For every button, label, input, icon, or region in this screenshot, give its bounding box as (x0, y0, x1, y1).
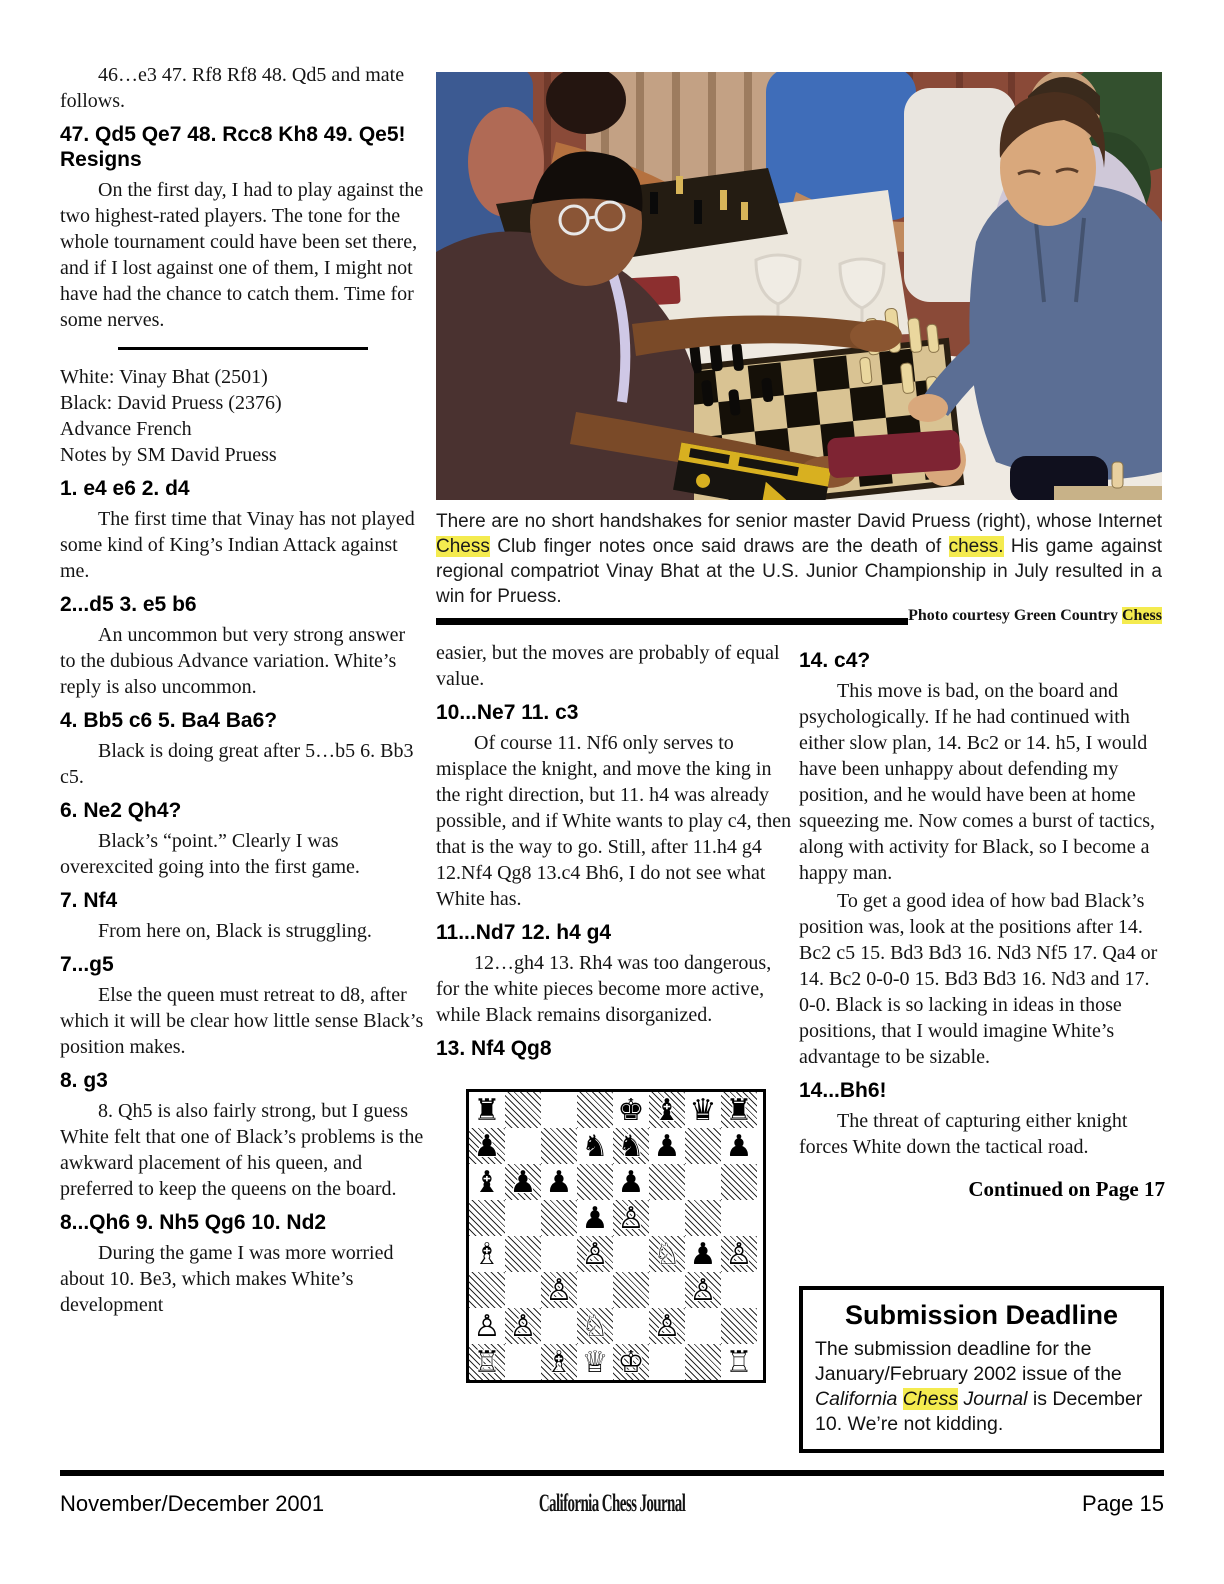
paragraph: To get a good idea of how bad Black’s position was, look at the positions after 14. Bc2 c5 15. Bd3 Bd3 16. Nd3 Nf5 17. Qa4 or 14. Bc2 0-0-0 15. Bd3 Bd3 16. Nd3 and 17. 0-0. Black is so lacking in ideas in those positions, that I would imagine White’s advantage to be sizable. (799, 890, 1158, 1068)
move-heading: 6. Ne2 Qh4? (60, 799, 182, 822)
paragraph: Else the queen must retreat to d8, after which it will be clear how little sense Black’s position makes. (60, 984, 424, 1058)
paragraph: Black’s “point.” Clearly I was overexcited going into the first game. (60, 830, 360, 878)
text-segment: Journal (958, 1388, 1028, 1410)
board-square (469, 1092, 505, 1128)
board-square (649, 1164, 685, 1200)
board-square (685, 1164, 721, 1200)
white-queen: ♕ (581, 1345, 609, 1380)
board-row (469, 1236, 763, 1272)
board-square (469, 1236, 505, 1272)
board-square (649, 1236, 685, 1272)
board-square (649, 1308, 685, 1344)
board-square (577, 1236, 613, 1272)
white-bishop: ♗ (473, 1237, 501, 1272)
move-heading: 47. Qd5 Qe7 48. Rcc8 Kh8 49. Qe5! Resigns (60, 123, 406, 171)
paragraph: Notes by SM David Pruess (60, 444, 277, 466)
board-square (469, 1164, 505, 1200)
board-square (505, 1308, 541, 1344)
move-heading: 4. Bb5 c6 5. Ba4 Ba6? (60, 709, 278, 732)
black-bishop: ♝ (473, 1165, 501, 1200)
board-square (469, 1308, 505, 1344)
continued-on-page-label: Continued on Page 17 (968, 1177, 1165, 1201)
paragraph: An uncommon but very strong answer to the dubious Advance variation. White’s reply is also uncommon. (60, 624, 406, 698)
white-pawn: ♙ (725, 1237, 753, 1272)
left-column (60, 62, 424, 1320)
board-square (613, 1272, 649, 1308)
paragraph: The first time that Vinay has not played some kind of King’s Indian Attack against me. (60, 508, 415, 582)
white-pawn: ♙ (473, 1309, 501, 1344)
paragraph: 46…e3 47. Rf8 Rf8 48. Qd5 and mate follows. (60, 64, 405, 112)
text-segment: California (815, 1388, 903, 1410)
black-rook: ♜ (725, 1093, 753, 1128)
board-square (505, 1344, 541, 1380)
text-segment: is December 10. We’re not kidding. (815, 1388, 1143, 1435)
black-pawn: ♟ (473, 1129, 501, 1164)
highlighted-text: Chess (1121, 607, 1162, 624)
board-square (721, 1344, 757, 1380)
footer-journal-title-text: California Chess Journal (538, 1490, 686, 1517)
board-square (721, 1092, 757, 1128)
black-bishop: ♝ (653, 1093, 681, 1128)
right-column (799, 640, 1165, 1202)
move-heading: 8...Qh6 9. Nh5 Qg6 10. Nd2 (60, 1211, 327, 1234)
paragraph: 12…gh4 13. Rh4 was too dangerous, for the white pieces become more active, while Black remains disorganized. (436, 952, 772, 1026)
white-pawn: ♙ (509, 1309, 537, 1344)
board-square (505, 1236, 541, 1272)
board-square (541, 1236, 577, 1272)
board-row (469, 1308, 763, 1344)
board-square (541, 1092, 577, 1128)
board-square (649, 1128, 685, 1164)
board-square (577, 1092, 613, 1128)
paragraph: On the first day, I had to play against the two highest-rated players. The tone for the whole tournament could have been set there, and if I lost against one of them, I might not have had the chance to catch them. Time for some nerves. (60, 179, 424, 331)
board-square (541, 1164, 577, 1200)
board-square (649, 1092, 685, 1128)
board-square (721, 1200, 757, 1236)
board-square (685, 1308, 721, 1344)
board-square (469, 1200, 505, 1236)
paragraph: Advance French (60, 418, 192, 440)
photo-credit (908, 607, 1162, 625)
move-heading: 13. Nf4 Qg8 (436, 1037, 552, 1060)
text-segment: The submission deadline for the January/February 2002 issue of the (815, 1338, 1122, 1385)
board-square (685, 1236, 721, 1272)
board-square (505, 1164, 541, 1200)
move-heading: 11...Nd7 12. h4 g4 (436, 921, 612, 944)
section-divider-rule (118, 347, 368, 350)
move-heading: 7...g5 (60, 953, 114, 976)
black-knight: ♞ (581, 1129, 609, 1164)
board-row (469, 1128, 763, 1164)
photo-block (436, 72, 1162, 625)
board-square (721, 1272, 757, 1308)
white-pawn: ♙ (581, 1237, 609, 1272)
move-heading: 7. Nf4 (60, 889, 118, 912)
black-pawn: ♟ (725, 1129, 753, 1164)
text-segment: Club finger notes once said draws are the death of (489, 536, 949, 557)
board-square (613, 1128, 649, 1164)
board-square (613, 1200, 649, 1236)
board-square (613, 1092, 649, 1128)
board-square (505, 1128, 541, 1164)
board-square (541, 1272, 577, 1308)
paragraph: easier, but the moves are probably of equal value. (436, 642, 780, 690)
board-square (541, 1344, 577, 1380)
board-square (577, 1128, 613, 1164)
board-square (505, 1200, 541, 1236)
text-segment: There are no short handshakes for senior master David Pruess (right), whose Internet (436, 511, 1162, 532)
paragraph: From here on, Black is struggling. (98, 920, 372, 942)
footer-journal-title (385, 1490, 840, 1518)
board-square (649, 1344, 685, 1380)
paragraph: Black: David Pruess (2376) (60, 392, 282, 414)
move-heading: 14...Bh6! (799, 1079, 887, 1102)
board-square (721, 1128, 757, 1164)
board-row (469, 1272, 763, 1308)
board-square (613, 1308, 649, 1344)
board-square (577, 1200, 613, 1236)
highlighted-text: Chess (902, 1388, 959, 1410)
black-pawn: ♟ (545, 1165, 573, 1200)
white-pawn: ♙ (617, 1201, 645, 1236)
board-square (469, 1272, 505, 1308)
board-square (577, 1344, 613, 1380)
white-rook: ♖ (473, 1345, 501, 1380)
board-row (469, 1164, 763, 1200)
paragraph: This move is bad, on the board and psychologically. If he had continued with either slow plan, 14. Bc2 or 14. h5, I would have been unhappy about defending my position, and he would have been at home squeezing me. Now comes a burst of tactics, along with activity for Black, so I become a happy man. (799, 680, 1156, 884)
footer-issue-date: November/December 2001 (60, 1491, 325, 1516)
white-bishop: ♗ (545, 1345, 573, 1380)
page-footer (60, 1470, 1164, 1518)
paragraph: White: Vinay Bhat (2501) (60, 366, 268, 388)
middle-column-text (436, 640, 796, 1061)
photo-caption (436, 509, 1162, 609)
move-heading: 2...d5 3. e5 b6 (60, 593, 197, 616)
submission-deadline-body (815, 1337, 1148, 1437)
board-square (613, 1236, 649, 1272)
board-square (649, 1200, 685, 1236)
black-rook: ♜ (473, 1093, 501, 1128)
white-knight: ♘ (653, 1237, 681, 1272)
middle-column (436, 640, 796, 1383)
board-square (505, 1092, 541, 1128)
move-heading: 14. c4? (799, 649, 871, 672)
board-square (649, 1272, 685, 1308)
board-square (685, 1128, 721, 1164)
white-pawn: ♙ (545, 1273, 573, 1308)
board-square (577, 1308, 613, 1344)
board-square (685, 1200, 721, 1236)
white-pawn: ♙ (689, 1273, 717, 1308)
move-heading: 8. g3 (60, 1069, 108, 1092)
board-square (469, 1128, 505, 1164)
black-queen: ♛ (689, 1093, 717, 1128)
black-pawn: ♟ (617, 1165, 645, 1200)
black-pawn: ♟ (689, 1237, 717, 1272)
board-square (577, 1272, 613, 1308)
black-knight: ♞ (617, 1129, 645, 1164)
paragraph: Black is doing great after 5…b5 6. Bb3 c5. (60, 740, 414, 788)
board-square (505, 1272, 541, 1308)
board-square (721, 1308, 757, 1344)
board-row (469, 1344, 763, 1380)
paragraph: Of course 11. Nf6 only serves to misplace the knight, and move the king in the right direction, but 11. h4 was already possible, and if White wants to play c4, then that is the way to go. Still, after 11.h4 g4 12.Nf4 Qg8 13.c4 Bh6, I do not see what White has. (436, 732, 792, 910)
paragraph: 8. Qh5 is also fairly strong, but I guess White felt that one of Black’s problems is the awkward placement of his queen, and preferred to keep the queens on the board. (60, 1100, 424, 1200)
text-segment: Photo courtesy Green Country (908, 607, 1122, 624)
board-square (541, 1308, 577, 1344)
board-square (541, 1128, 577, 1164)
move-heading: 1. e4 e6 2. d4 (60, 477, 190, 500)
paragraph: The threat of capturing either knight forces White down the tactical road. (799, 1110, 1128, 1158)
board-square (577, 1164, 613, 1200)
board-square (685, 1092, 721, 1128)
board-row (469, 1200, 763, 1236)
submission-deadline-box (799, 1286, 1164, 1453)
text-segment: His game against regional compatriot Vinay Bhat at the U.S. Junior Championship in July resulted in a win for Pruess. (436, 536, 1162, 607)
highlighted-text: Chess (436, 536, 490, 557)
white-knight: ♘ (581, 1309, 609, 1344)
black-pawn: ♟ (581, 1201, 609, 1236)
highlighted-text: chess. (948, 536, 1004, 557)
paragraph: During the game I was more worried about 10. Be3, which makes White’s development (60, 1242, 394, 1316)
board-square (613, 1164, 649, 1200)
move-heading: 10...Ne7 11. c3 (436, 701, 579, 724)
black-pawn: ♟ (653, 1129, 681, 1164)
white-rook: ♖ (725, 1345, 753, 1380)
footer-rule (60, 1470, 1164, 1476)
board-square (613, 1344, 649, 1380)
board-row (469, 1092, 763, 1128)
board-square (685, 1344, 721, 1380)
board-square (685, 1272, 721, 1308)
white-king: ♔ (617, 1345, 645, 1380)
board-square (541, 1200, 577, 1236)
board-square (721, 1164, 757, 1200)
right-column-text (799, 648, 1165, 1160)
tournament-photo (436, 72, 1162, 500)
board-square (721, 1236, 757, 1272)
chess-diagram (466, 1089, 766, 1383)
footer-page-number: Page 15 (1082, 1491, 1164, 1516)
black-pawn: ♟ (509, 1165, 537, 1200)
board-square (469, 1344, 505, 1380)
submission-deadline-title: Submission Deadline (844, 1300, 1119, 1330)
black-king: ♚ (617, 1093, 645, 1128)
white-pawn: ♙ (653, 1309, 681, 1344)
